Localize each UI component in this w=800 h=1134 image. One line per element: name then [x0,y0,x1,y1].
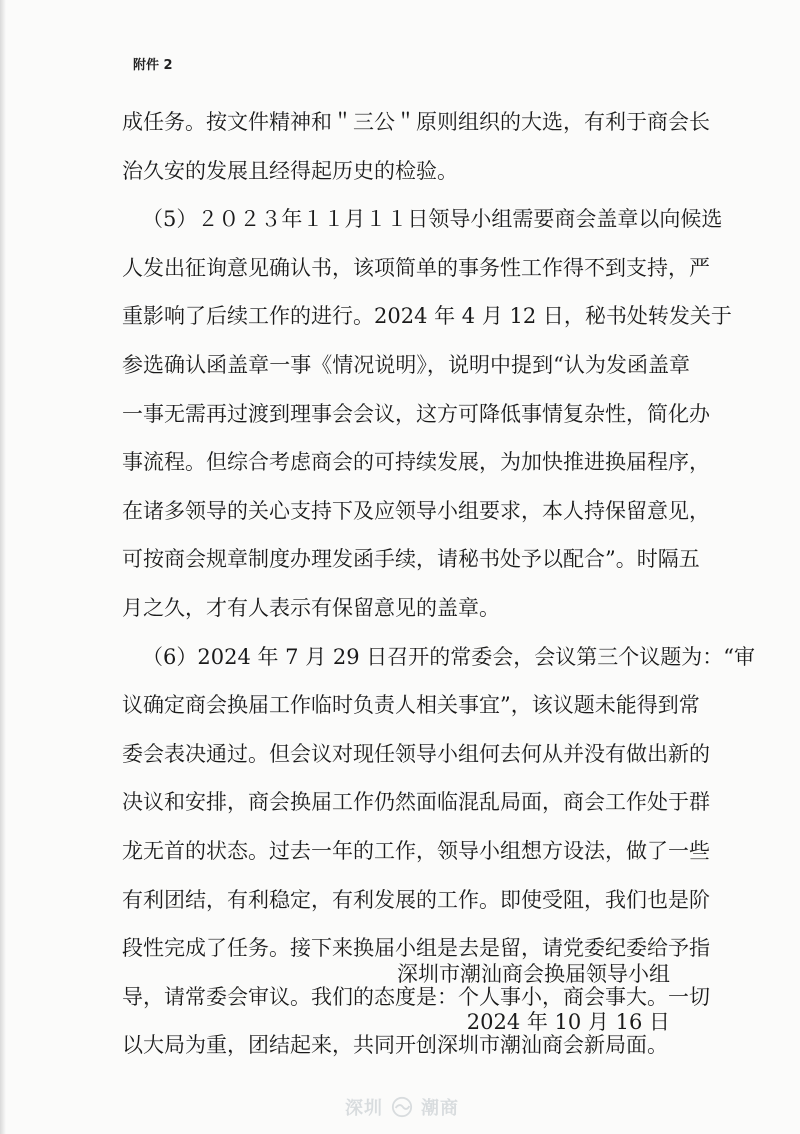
text-line-13: 议确定商会换届工作临时负责人相关事宜”，该议题未能得到常 [122,693,700,718]
text-line-7: 一事无需再过渡到理事会会议，这方可降低事情复杂性，简化办 [122,401,710,426]
page-edge-shadow [0,0,6,1134]
text-line-14: 委会表决通过。但会议对现任领导小组何去何从并没有做出新的 [122,741,710,766]
text-line-17: 有利团结，有利稳定，有利发展的工作。即使受阻，我们也是阶 [122,887,710,912]
text-line-16: 龙无首的状态。过去一年的工作，领导小组想方设法，做了一些 [122,838,710,863]
text-line-3: （5）２０２３年１１月１１日领导小组需要商会盖章以向候选 [142,207,723,232]
watermark [345,1094,459,1120]
watermark-text-left: 深圳 [345,1098,383,1119]
text-line-1: 成任务。按文件精神和＂三公＂原则组织的大选，有利于商会长 [122,110,710,134]
text-line-6: 参选确认函盖章一事《情况说明》，说明中提到“认为发函盖章 [122,352,690,377]
text-line-18: 段性完成了任务。接下来换届小组是去是留，请党委纪委给予指 [122,936,710,961]
text-line-20: 以大局为重，团结起来，共同开创深圳市潮汕商会新局面。 [122,1033,668,1058]
text-line-4: 人发出征询意见确认书，该项简单的事务性工作得不到支持，严 [122,255,710,280]
text-line-8: 事流程。但综合考虑商会的可持续发展，为加快推进换届程序， [122,450,710,475]
text-line-15: 决议和安排，商会换届工作仍然面临混乱局面，商会工作处于群 [122,790,710,815]
text-line-2: 治久安的发展且经得起历史的检验。 [122,158,458,183]
watermark-text-right: 潮商 [421,1098,459,1119]
body-text [122,98,755,1070]
text-line-12: （6）2024 年 7 月 29 日召开的常委会，会议第三个议题为：“审 [142,644,755,669]
attachment-label: 附件 2 [133,58,173,73]
wave-logo-icon [391,1096,413,1118]
text-line-9: 在诸多领导的关心支持下及应领导小组要求，本人持保留意见， [122,498,710,523]
text-line-19: 导，请常委会审议。我们的态度是：个人事小，商会事大。一切 [122,984,710,1009]
signature-date: 2024 年 10 月 16 日 [466,1010,670,1034]
text-line-10: 可按商会规章制度办理发函手续，请秘书处予以配合”。时隔五 [122,547,700,572]
text-line-5: 重影响了后续工作的进行。2024 年 4 月 12 日，秘书处转发关于 [122,304,732,329]
signature-block [397,950,670,1046]
signature-org: 深圳市潮汕商会换届领导小组 [397,962,670,986]
text-line-11: 月之久，才有人表示有保留意见的盖章。 [122,595,500,620]
